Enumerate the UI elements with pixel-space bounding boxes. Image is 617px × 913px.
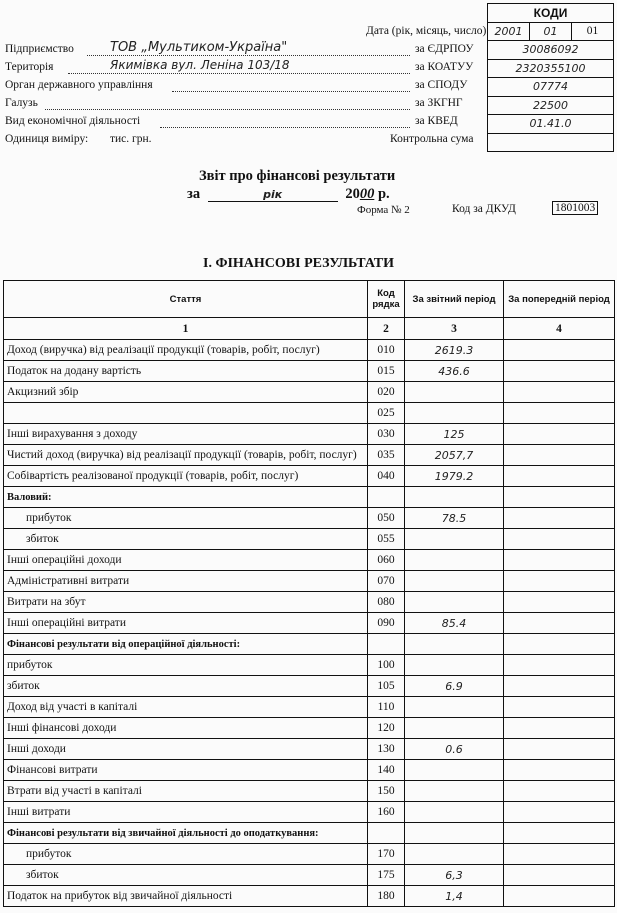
codes-date — [488, 22, 613, 41]
row-code: 070 — [368, 571, 405, 592]
row-code: 090 — [368, 613, 405, 634]
unit-label: Одиниця виміру: — [5, 133, 89, 145]
table-row — [4, 844, 615, 865]
table-row — [4, 718, 615, 739]
row-current: 0.6 — [405, 739, 504, 760]
header-previous: За попередній період — [504, 281, 615, 318]
row-previous — [504, 529, 615, 550]
row-label — [4, 403, 368, 424]
row-label: збиток — [4, 529, 368, 550]
section-title: I. ФІНАНСОВІ РЕЗУЛЬТАТИ — [203, 256, 395, 271]
row-code: 140 — [368, 760, 405, 781]
row-current: 1,4 — [405, 886, 504, 907]
code-spodu: 07774 — [488, 77, 613, 96]
enterprise-value: ТОВ „Мультиком-Україна" — [110, 40, 288, 55]
row-label: Інші операційні витрати — [4, 613, 368, 634]
territory-value: Якимівка вул. Леніна 103/18 — [110, 58, 290, 72]
row-previous — [504, 592, 615, 613]
row-code: 010 — [368, 340, 405, 361]
row-label: Втрати від участі в капіталі — [4, 781, 368, 802]
row-current — [405, 802, 504, 823]
dotted-line — [87, 55, 410, 56]
row-current — [405, 655, 504, 676]
row-previous — [504, 865, 615, 886]
row-previous — [504, 340, 615, 361]
row-previous — [504, 739, 615, 760]
table-row — [4, 655, 615, 676]
row-label: Фінансові результати від операційної діяльності: — [4, 634, 368, 655]
codes-box — [487, 3, 614, 152]
table-row — [4, 340, 615, 361]
row-label: Витрати на збут — [4, 592, 368, 613]
row-previous — [504, 466, 615, 487]
code-edrpou: 30086092 — [488, 40, 613, 59]
row-current: 6.9 — [405, 676, 504, 697]
row-previous — [504, 802, 615, 823]
row-current — [405, 781, 504, 802]
row-code: 030 — [368, 424, 405, 445]
branch-label: Галузь — [5, 97, 38, 109]
row-label: Акцизний збір — [4, 382, 368, 403]
row-previous — [504, 844, 615, 865]
row-code: 150 — [368, 781, 405, 802]
row-current — [405, 529, 504, 550]
code-control-sum — [488, 133, 613, 152]
table-row — [4, 382, 615, 403]
row-previous — [504, 781, 615, 802]
row-current — [405, 571, 504, 592]
dotted-line — [45, 109, 410, 110]
row-current: 436.6 — [405, 361, 504, 382]
row-current — [405, 697, 504, 718]
row-label: збиток — [4, 865, 368, 886]
table-row — [4, 781, 615, 802]
row-code: 180 — [368, 886, 405, 907]
row-previous — [504, 361, 615, 382]
date-year: 2001 — [494, 24, 523, 38]
row-current: 1979.2 — [405, 466, 504, 487]
row-code: 130 — [368, 739, 405, 760]
row-code: 050 — [368, 508, 405, 529]
table-row — [4, 676, 615, 697]
row-previous — [504, 823, 615, 844]
row-label: прибуток — [4, 508, 368, 529]
territory-label: Територія — [5, 61, 54, 73]
code-zkgng: 22500 — [488, 96, 613, 115]
table-row — [4, 760, 615, 781]
row-code: 100 — [368, 655, 405, 676]
row-current — [405, 382, 504, 403]
row-label: Валовий: — [4, 487, 368, 508]
row-current — [405, 718, 504, 739]
table-row — [4, 550, 615, 571]
period-value: рік — [208, 188, 338, 202]
table-row — [4, 865, 615, 886]
table-row — [4, 634, 615, 655]
row-code — [368, 634, 405, 655]
table-row — [4, 886, 615, 907]
row-current — [405, 592, 504, 613]
for-label: за — [187, 186, 201, 202]
dotted-line — [160, 127, 410, 128]
row-label: Фінансові витрати — [4, 760, 368, 781]
header-code: Код рядка — [368, 281, 405, 318]
row-code: 020 — [368, 382, 405, 403]
table-row — [4, 466, 615, 487]
row-code: 105 — [368, 676, 405, 697]
row-code — [368, 823, 405, 844]
row-code: 035 — [368, 445, 405, 466]
zkgng-label: за ЗКГНГ — [415, 97, 463, 109]
row-previous — [504, 550, 615, 571]
row-code: 055 — [368, 529, 405, 550]
date-month: 01 — [529, 23, 571, 41]
row-current — [405, 487, 504, 508]
row-previous — [504, 655, 615, 676]
row-label: Доход (виручка) від реалізації продукції (товарів, робіт, послуг) — [4, 340, 368, 361]
row-previous — [504, 382, 615, 403]
table-row — [4, 424, 615, 445]
spodu-label: за СПОДУ — [415, 79, 468, 91]
row-current: 6,3 — [405, 865, 504, 886]
table-row — [4, 487, 615, 508]
row-label: Інші вирахування з доходу — [4, 424, 368, 445]
row-previous — [504, 487, 615, 508]
row-code: 080 — [368, 592, 405, 613]
edrpou-label: за ЄДРПОУ — [415, 43, 474, 55]
koatuu-label: за КОАТУУ — [415, 61, 474, 73]
row-label: прибуток — [4, 655, 368, 676]
row-label: Адміністративні витрати — [4, 571, 368, 592]
row-current: 78.5 — [405, 508, 504, 529]
year-end: р. — [377, 186, 390, 202]
col-num-3: 3 — [405, 318, 504, 340]
row-previous — [504, 445, 615, 466]
row-label: Собівартість реалізованої продукції (товарів, робіт, послуг) — [4, 466, 368, 487]
row-previous — [504, 697, 615, 718]
table-row — [4, 592, 615, 613]
table-row — [4, 823, 615, 844]
date-label: Дата (рік, місяць, число) — [366, 25, 487, 37]
report-title: Звіт про фінансові результати — [199, 168, 396, 184]
year-prefix: 20 — [345, 186, 360, 202]
row-previous — [504, 403, 615, 424]
row-previous — [504, 676, 615, 697]
kved-label: за КВЕД — [415, 115, 458, 127]
row-current: 2057,7 — [405, 445, 504, 466]
row-code: 120 — [368, 718, 405, 739]
activity-label: Вид економічної діяльності — [5, 115, 141, 127]
table-row — [4, 361, 615, 382]
row-previous — [504, 508, 615, 529]
organ-label: Орган державного управління — [5, 79, 153, 91]
row-code: 015 — [368, 361, 405, 382]
table-row — [4, 508, 615, 529]
row-current — [405, 634, 504, 655]
col-num-1: 1 — [4, 318, 368, 340]
year-suffix: 00 — [359, 186, 375, 202]
results-table — [3, 280, 615, 907]
header-article: Стаття — [4, 281, 368, 318]
col-num-4: 4 — [504, 318, 615, 340]
row-label: Інші доходи — [4, 739, 368, 760]
control-sum-label: Контрольна сума — [390, 133, 474, 145]
row-label: Інші фінансові доходи — [4, 718, 368, 739]
table-row — [4, 739, 615, 760]
row-previous — [504, 886, 615, 907]
code-koatuu: 2320355100 — [488, 59, 613, 78]
row-label: Інші операційні доходи — [4, 550, 368, 571]
code-kved: 01.41.0 — [488, 114, 613, 133]
row-current: 125 — [405, 424, 504, 445]
row-code: 170 — [368, 844, 405, 865]
row-code: 175 — [368, 865, 405, 886]
col-num-2: 2 — [368, 318, 405, 340]
row-label: Фінансові результати від звичайної діяльності до оподаткування: — [4, 823, 368, 844]
table-row — [4, 802, 615, 823]
row-current — [405, 403, 504, 424]
row-previous — [504, 613, 615, 634]
row-current — [405, 823, 504, 844]
row-previous — [504, 424, 615, 445]
row-label: Інші витрати — [4, 802, 368, 823]
row-current — [405, 550, 504, 571]
header-current: За звітний період — [405, 281, 504, 318]
row-previous — [504, 718, 615, 739]
row-code: 110 — [368, 697, 405, 718]
report-period — [187, 186, 390, 203]
row-code: 060 — [368, 550, 405, 571]
row-previous — [504, 760, 615, 781]
dotted-line — [172, 91, 410, 92]
row-previous — [504, 634, 615, 655]
table-row — [4, 571, 615, 592]
row-label: Доход від участі в капіталі — [4, 697, 368, 718]
row-label: Податок на додану вартість — [4, 361, 368, 382]
row-code — [368, 487, 405, 508]
row-code: 025 — [368, 403, 405, 424]
dkud-label: Код за ДКУД — [452, 203, 516, 215]
row-current — [405, 760, 504, 781]
row-previous — [504, 571, 615, 592]
row-code: 160 — [368, 802, 405, 823]
row-label: Податок на прибуток від звичайної діяльності — [4, 886, 368, 907]
row-current: 2619.3 — [405, 340, 504, 361]
row-label: збиток — [4, 676, 368, 697]
codes-title: КОДИ — [533, 5, 568, 20]
table-row — [4, 403, 615, 424]
row-label: прибуток — [4, 844, 368, 865]
dkud-code: 1801003 — [552, 201, 598, 215]
form-number: Форма № 2 — [357, 204, 410, 216]
table-row — [4, 613, 615, 634]
enterprise-label: Підприємство — [5, 43, 74, 55]
table-row — [4, 697, 615, 718]
unit-value: тис. грн. — [110, 133, 152, 145]
row-current — [405, 844, 504, 865]
row-current: 85.4 — [405, 613, 504, 634]
dotted-line — [68, 73, 410, 74]
row-label: Чистий доход (виручка) від реалізації продукції (товарів, робіт, послуг) — [4, 445, 368, 466]
table-row — [4, 529, 615, 550]
row-code: 040 — [368, 466, 405, 487]
date-day: 01 — [571, 23, 613, 41]
table-row — [4, 445, 615, 466]
